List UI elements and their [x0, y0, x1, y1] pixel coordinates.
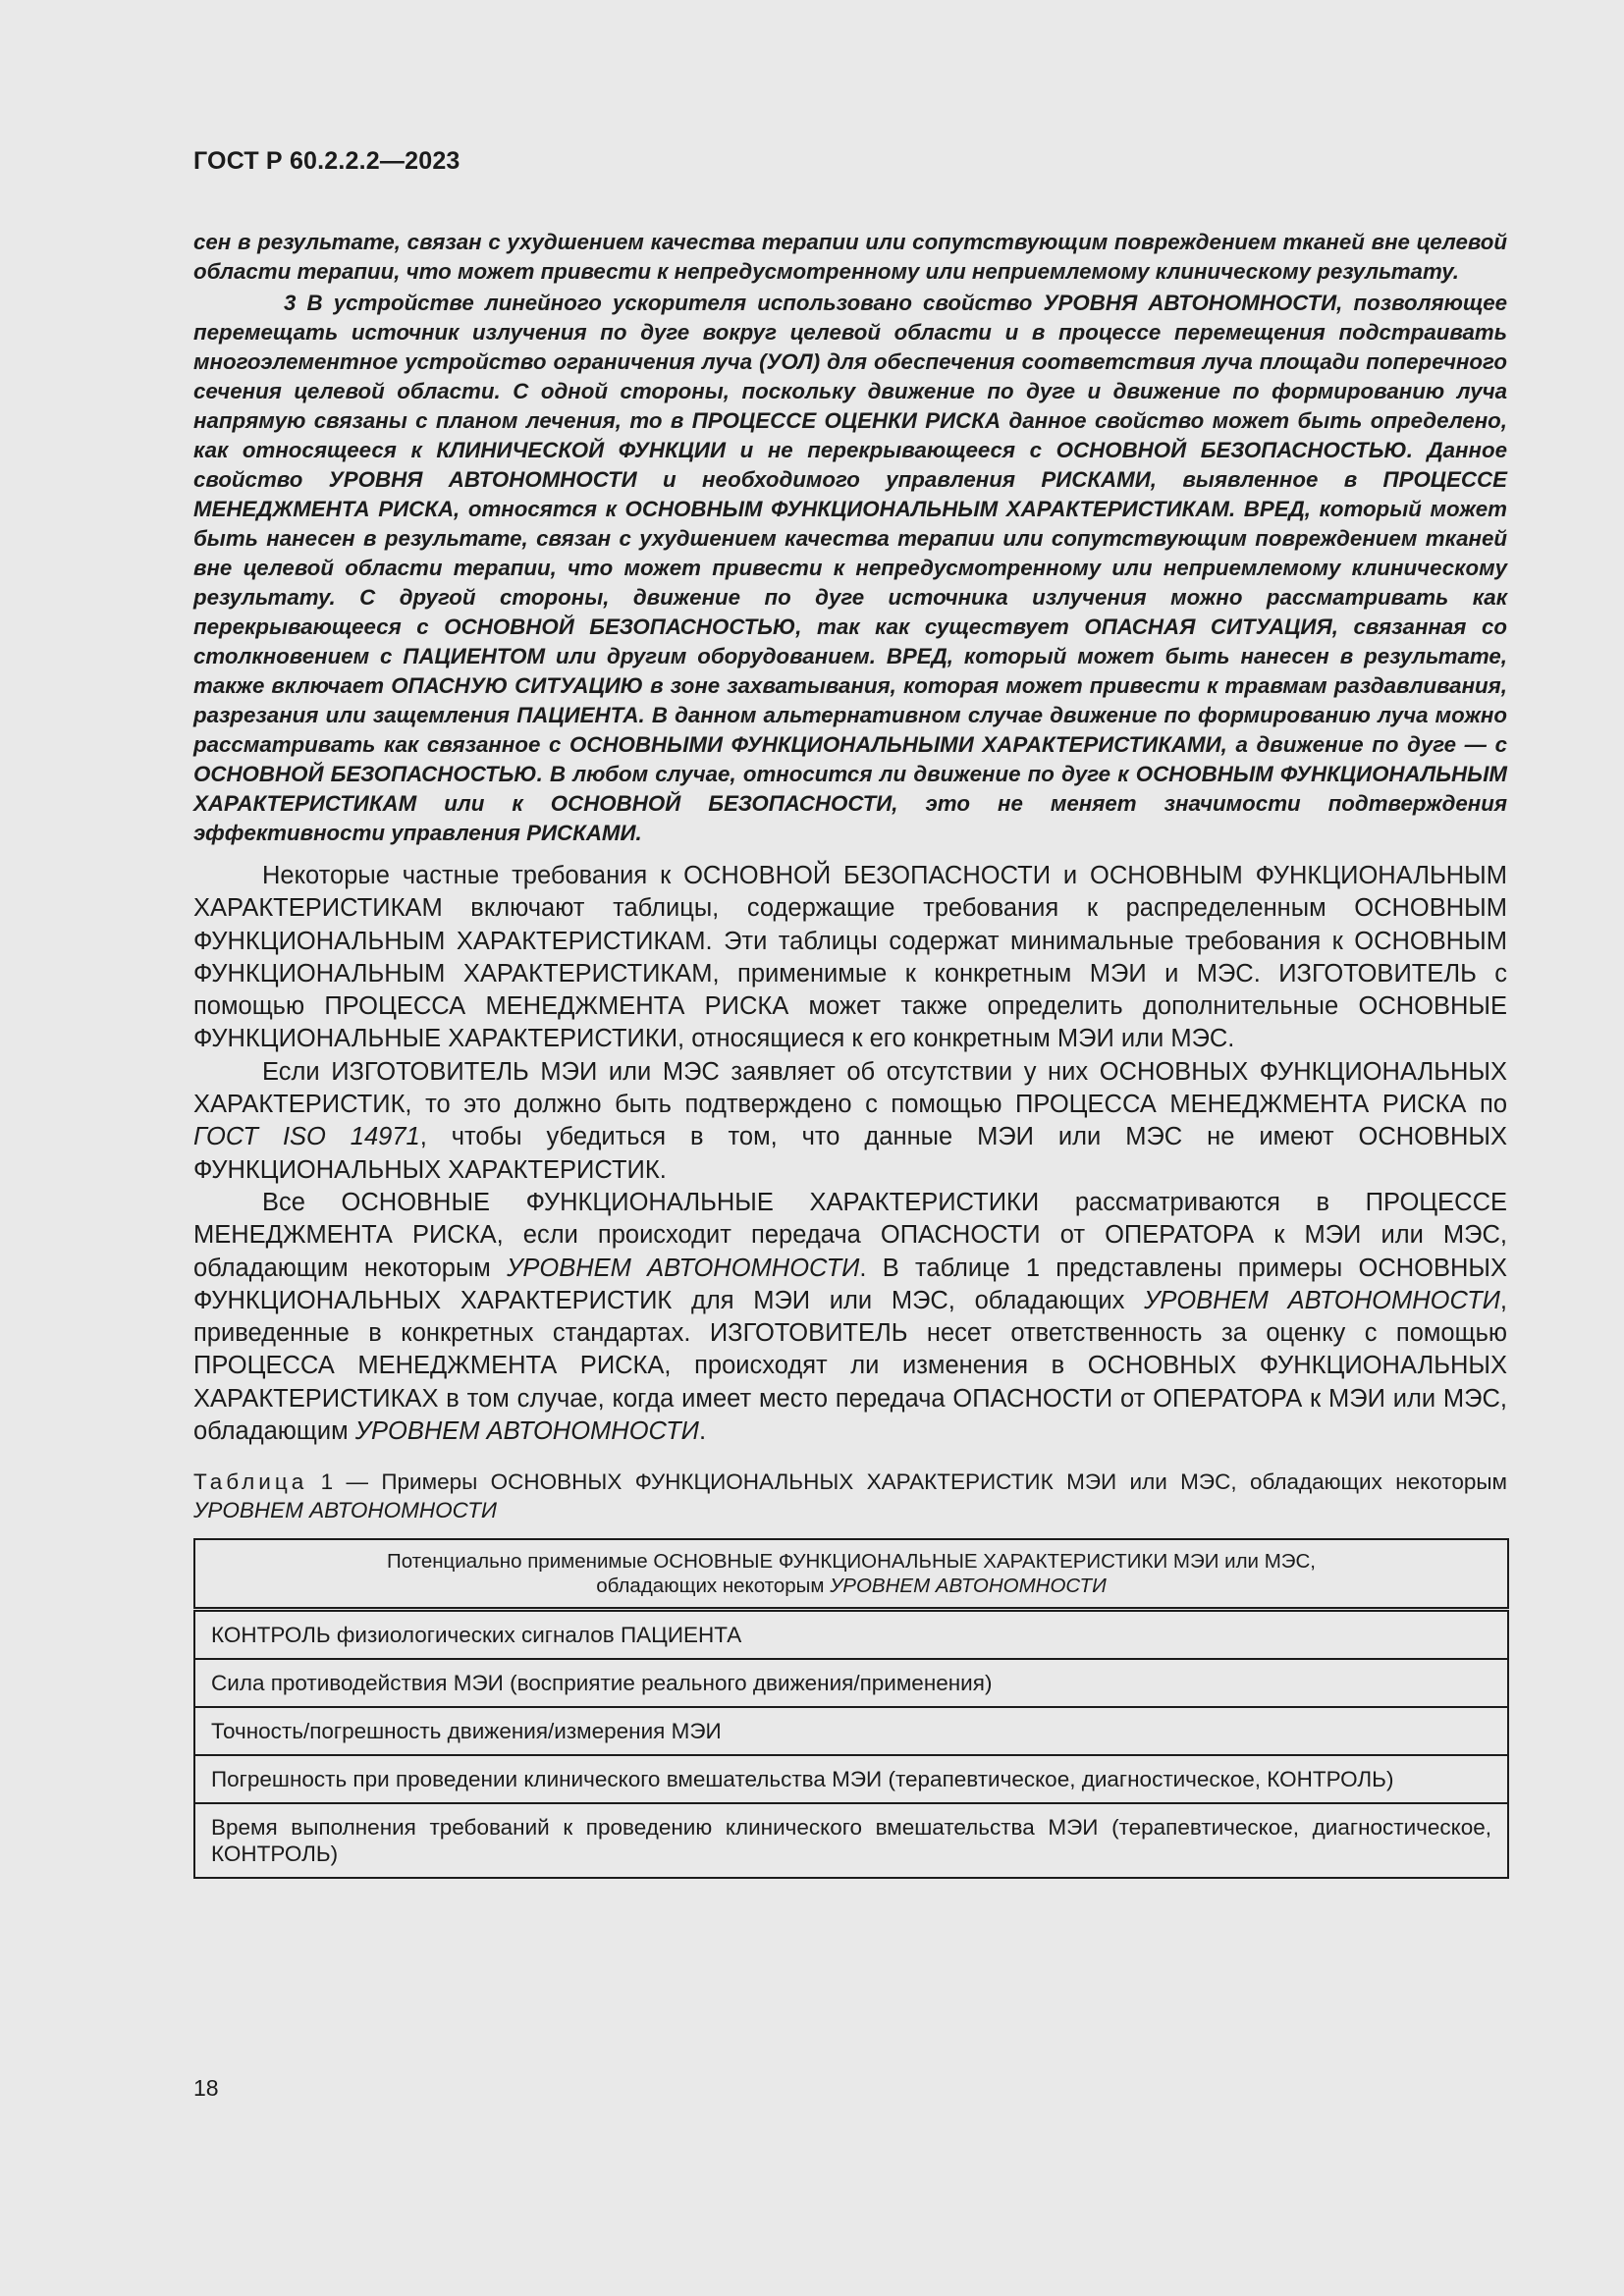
table-header-italic: УРОВНЕМ АВТОНОМНОСТИ [830, 1575, 1107, 1598]
note-continuation: сен в результате, связан с ухудшением качества терапии или сопутствующим повреждением тканей вне целевой области терапии, что может привести к непредусмотренному или неприемлемому клиническому результату. [193, 230, 1507, 284]
table-cell: Точность/погрешность движения/измерения МЭИ [194, 1707, 1508, 1755]
table-caption-label: Таблица [193, 1469, 308, 1495]
paragraph-2-text-b: , чтобы убедиться в том, что данные МЭИ или МЭС не имеют ОСНОВНЫХ ФУНКЦИОНАЛЬНЫХ ХАРАКТЕРИСТИК. [193, 1123, 1507, 1184]
paragraph-2-text-a: Если ИЗГОТОВИТЕЛЬ МЭИ или МЭС заявляет об отсутствии у них ОСНОВНЫХ ФУНКЦИОНАЛЬНЫХ ХАРАКТЕРИСТИК, то это должно быть подтверждено с помощью ПРОЦЕССА МЕНЕДЖМЕНТА РИСКА по [193, 1057, 1507, 1119]
table-row [194, 1659, 1508, 1707]
table-cell: КОНТРОЛЬ физиологических сигналов ПАЦИЕНТА [194, 1610, 1508, 1660]
note-3: 3 В устройстве линейного ускорителя использовано свойство УРОВНЯ АВТОНОМНОСТИ, позволяющее перемещать источник излучения по дуге вокруг целевой области и в процессе перемещения подстраивать многоэлементное устройство ограничения луча (УОЛ) для обеспечения соответствия луча площади поперечного сечения целевой области. С одной стороны, поскольку движение по дуге и движение по формированию луча напрямую связаны с планом лечения, то в ПРОЦЕССЕ ОЦЕНКИ РИСКА данное свойство может быть определено, как относящееся к КЛИНИЧЕСКОЙ ФУНКЦИИ и не перекрывающееся с ОСНОВНОЙ БЕЗОПАСНОСТЬЮ. Данное свойство УРОВНЯ АВТОНОМНОСТИ и необходимого управления РИСКАМИ, выявленное в ПРОЦЕССЕ МЕНЕДЖМЕНТА РИСКА, относятся к ОСНОВНЫМ ФУНКЦИОНАЛЬНЫМ ХАРАКТЕРИСТИКАМ. ВРЕД, который может быть нанесен в результате, связан с ухудшением качества терапии или сопутствующим повреждением тканей вне целевой области терапии, что может привести к непредусмотренному или неприемлемому клиническому результату. С другой стороны, движение по дуге источника излучения можно рассматривать как перекрывающееся с ОСНОВНОЙ БЕЗОПАСНОСТЬЮ, так как существует ОПАСНАЯ СИТУАЦИЯ, связанная со столкновением с ПАЦИЕНТОМ или другим оборудованием. ВРЕД, который может быть нанесен в результате, также включает ОПАСНУЮ СИТУАЦИЮ в зоне захватывания, которая может привести к травмам раздавливания, разрезания или защемления ПАЦИЕНТА. В данном альтернативном случае движение по формированию луча можно рассматривать как связанное с ОСНОВНЫМИ ФУНКЦИОНАЛЬНЫМИ ХАРАКТЕРИСТИКАМИ, а движение по дуге — с ОСНОВНОЙ БЕЗОПАСНОСТЬЮ. В любом случае, относится ли движение по дуге к ОСНОВНЫМ ФУНКЦИОНАЛЬНЫМ ХАРАКТЕРИСТИКАМ или к ОСНОВНОЙ БЕЗОПАСНОСТИ, это не меняет значимости подтверждения эффективности управления РИСКАМИ. [193, 291, 1507, 845]
table-caption-text: 1 — Примеры ОСНОВНЫХ ФУНКЦИОНАЛЬНЫХ ХАРАКТЕРИСТИК МЭИ или МЭС, обладающих некоторым [307, 1469, 1507, 1495]
table-1 [193, 1538, 1509, 1879]
table-caption [193, 1468, 1507, 1524]
paragraph-3-text-a: Все ОСНОВНЫЕ ФУНКЦИОНАЛЬНЫЕ ХАРАКТЕРИСТИКИ рассматриваются в ПРОЦЕССЕ МЕНЕДЖМЕНТА РИСКА, если происходит передача ОПАСНОСТИ от ОПЕРАТОРА к МЭИ или МЭС, обладающим некоторым [193, 1188, 1507, 1282]
paragraph-3-text-d: . [698, 1417, 707, 1446]
paragraph-1: Некоторые частные требования к ОСНОВНОЙ БЕЗОПАСНОСТИ и ОСНОВНЫМ ФУНКЦИОНАЛЬНЫМ ХАРАКТЕРИСТИКАМ включают таблицы, содержащие требования к распределенным ОСНОВНЫМ ФУНКЦИОНАЛЬНЫМ ХАРАКТЕРИСТИКАМ. Эти таблицы содержат минимальные требования к ОСНОВНЫМ ФУНКЦИОНАЛЬНЫМ ХАРАКТЕРИСТИКАМ, применимые к конкретным МЭИ и МЭС. ИЗГОТОВИТЕЛЬ с помощью ПРОЦЕССА МЕНЕДЖМЕНТА РИСКА может также определить дополнительные ОСНОВНЫЕ ФУНКЦИОНАЛЬНЫЕ ХАРАКТЕРИСТИКИ, относящиеся к его конкретным МЭИ или МЭС. [193, 862, 1507, 1053]
page-number: 18 [193, 2075, 219, 2101]
body-text [193, 228, 1507, 1879]
table-row [194, 1755, 1508, 1803]
paragraph-3-text-b: . В таблице 1 представлены примеры ОСНОВНЫХ ФУНКЦИОНАЛЬНЫХ ХАРАКТЕРИСТИК для МЭИ или МЭС, обладающих [193, 1254, 1507, 1314]
page-header: ГОСТ Р 60.2.2.2—2023 [193, 147, 460, 175]
table-header-cell [194, 1539, 1508, 1610]
paragraph-3-text-c: , приведенные в конкретных стандартах. ИЗГОТОВИТЕЛЬ несет ответственность за оценку с помощью ПРОЦЕССА МЕНЕДЖМЕНТА РИСКА, происходят ли изменения в ОСНОВНЫХ ФУНКЦИОНАЛЬНЫХ ХАРАКТЕРИСТИКАХ в том случае, когда имеет место передача ОПАСНОСТИ от ОПЕРАТОРА к МЭИ или МЭС, обладающим [193, 1286, 1507, 1446]
paragraph-3-italic-3: УРОВНЕМ АВТОНОМНОСТИ [354, 1417, 699, 1446]
table-header-row [194, 1539, 1508, 1610]
paragraph-3-italic-1: УРОВНЕМ АВТОНОМНОСТИ [507, 1254, 860, 1282]
table-caption-italic: УРОВНЕМ АВТОНОМНОСТИ [193, 1498, 497, 1523]
table-row [194, 1610, 1508, 1660]
paragraph-3-italic-2: УРОВНЕМ АВТОНОМНОСТИ [1144, 1286, 1500, 1314]
table-cell: Время выполнения требований к проведению клинического вмешательства МЭИ (терапевтическое, диагностическое, КОНТРОЛЬ) [194, 1803, 1508, 1878]
paragraph-2 [193, 1056, 1507, 1187]
table-row [194, 1803, 1508, 1878]
table-header-line-1: Потенциально применимые ОСНОВНЫЕ ФУНКЦИОНАЛЬНЫЕ ХАРАКТЕРИСТИКИ МЭИ или МЭС, [386, 1550, 1317, 1574]
table-cell: Погрешность при проведении клинического вмешательства МЭИ (терапевтическое, диагностическое, КОНТРОЛЬ) [194, 1755, 1508, 1803]
table-row [194, 1707, 1508, 1755]
paragraph-3 [193, 1187, 1507, 1448]
standard-reference-link: ГОСТ ISO 14971 [193, 1123, 420, 1151]
table-cell: Сила противодействия МЭИ (восприятие реального движения/применения) [194, 1659, 1508, 1707]
table-header-line-2: обладающих некоторым [596, 1575, 831, 1598]
